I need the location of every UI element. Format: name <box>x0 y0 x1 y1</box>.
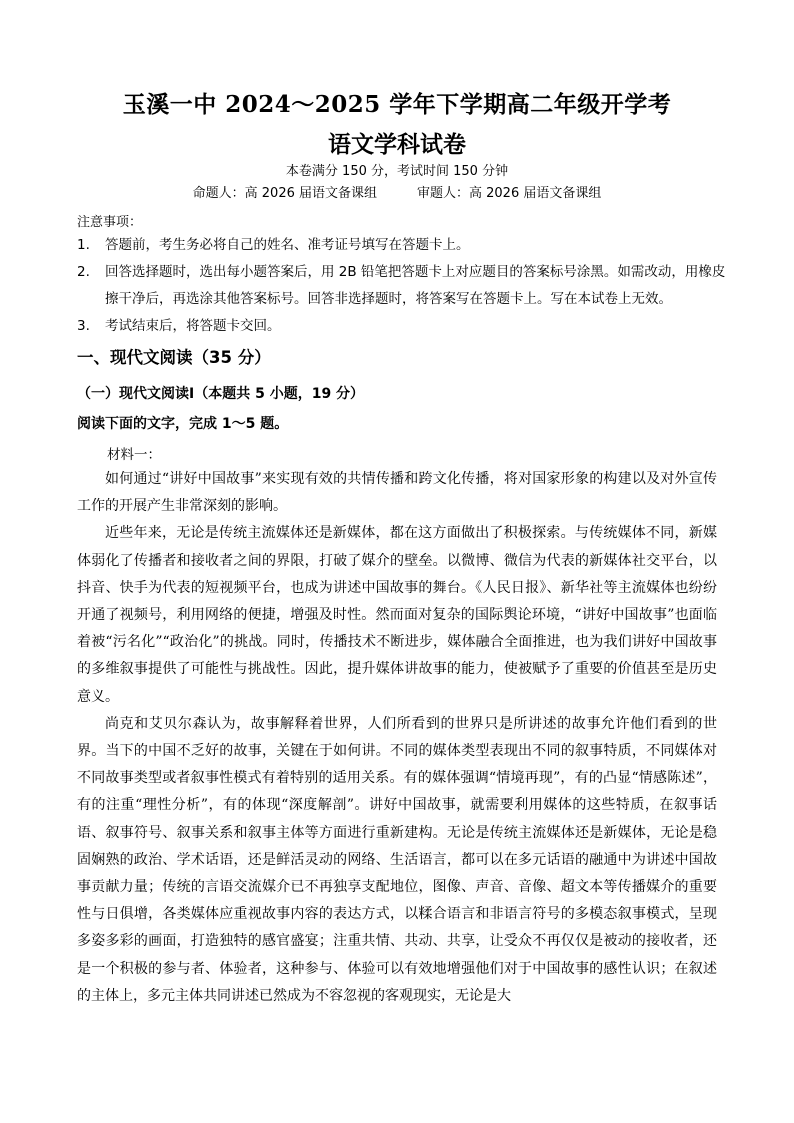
notice-item <box>77 259 727 313</box>
setter-label: 命题人：高 2026 届语文备课组 <box>192 186 377 201</box>
notice-number: 1. <box>77 237 90 253</box>
notice-item <box>77 232 727 259</box>
notice-text: 答题前，考生务必将自己的姓名、准考证号填写在答题卡上。 <box>105 237 470 253</box>
subsection-heading: （一）现代文阅读Ⅰ（本题共 5 小题，19 分） <box>77 386 365 402</box>
exam-info: 本卷满分 150 分，考试时间 150 分钟 <box>285 164 509 179</box>
notice-text: 考试结束后，将答题卡交回。 <box>105 318 281 334</box>
notice-heading: 注意事项： <box>77 215 143 230</box>
notice-item <box>77 313 727 340</box>
reading-instruction: 阅读下面的文字，完成 1～5 题。 <box>77 416 289 432</box>
passage-paragraph: 尚克和艾贝尔森认为，故事解释着世界，人们所看到的世界只是所讲述的故事允许他们看到的世界。当下的中国不乏好的故事，关键在于如何讲。不同的媒体类型表现出不同的叙事特质，不同媒体对不同故事类型或者叙事性模式有着特别的适用关系。有的媒体强调“情境再现”，有的凸显“情感陈述”，有的注重“理性分析”，有的体现“深度解剖”。讲好中国故事，就需要利用媒体的这些特质，在叙事话语、叙事符号、叙事关系和叙事主体等方面进行重新建构。无论是传统主流媒体还是新媒体，无论是稳固娴熟的政治、学术话语，还是鲜活灵动的网络、生活语言，都可以在多元话语的融通中为讲述中国故事贡献力量；传统的言语交流媒介已不再独享支配地位，图像、声音、音像、超文本等传播媒介的重要性与日俱增，各类媒体应重视故事内容的表达方式，以糅合语言和非语言符号的多模态叙事模式，呈现多姿多彩的画面，打造独特的感官盛宴；注重共情、共动、共享，让受众不再仅仅是被动的接收者，还是一个积极的参与者、体验者，这种参与、体验可以有效地增强他们对于中国故事的感性认识；在叙述的主体上，多元主体共同讲述已然成为不容忽视的客观现实，无论是大 <box>77 715 717 1004</box>
notice-number: 3. <box>77 318 90 334</box>
reviewer-label: 审题人：高 2026 届语文备课组 <box>417 186 602 201</box>
exam-authors <box>0 182 794 201</box>
exam-title: 玉溪一中 2024～2025 学年下学期高二年级开学考 <box>122 91 672 118</box>
passage-paragraph: 如何通过“讲好中国故事”来实现有效的共情传播和跨文化传播，将对国家形象的构建以及对外宣传工作的开展产生非常深刻的影响。 <box>77 471 717 515</box>
notice-number: 2. <box>77 264 90 280</box>
section-heading: 一、现代文阅读（35 分） <box>77 348 271 367</box>
passage-paragraph: 近些年来，无论是传统主流媒体还是新媒体，都在这方面做出了积极探索。与传统媒体不同，新媒体弱化了传播者和接收者之间的界限，打破了媒介的壁垒。以微博、微信为代表的新媒体社交平台，以抖音、快手为代表的短视频平台，也成为讲述中国故事的舞台。《人民日报》、新华社等主流媒体也纷纷开通了视频号，利用网络的便捷，增强及时性。然而面对复杂的国际舆论环境，“讲好中国故事”也面临着被“污名化”“政治化”的挑战。同时，传播技术不断进步，媒体融合全面推进，也为我们讲好中国故事的多维叙事提供了可能性与挑战性。因此，提升媒体讲故事的能力，使被赋予了重要的价值甚至是历史意义。 <box>77 525 717 705</box>
reading-passage <box>77 466 717 1010</box>
exam-subject-title: 语文学科试卷 <box>328 131 466 158</box>
material-label: 材料一： <box>107 447 161 463</box>
notice-text: 回答选择题时，选出每小题答案后，用 2B 铅笔把答题卡上对应题目的答案标号涂黑。如需改动，用橡皮擦干净后，再选涂其他答案标号。回答非选择题时，将答案写在答题卡上。写在本试卷上无效。 <box>105 264 726 307</box>
